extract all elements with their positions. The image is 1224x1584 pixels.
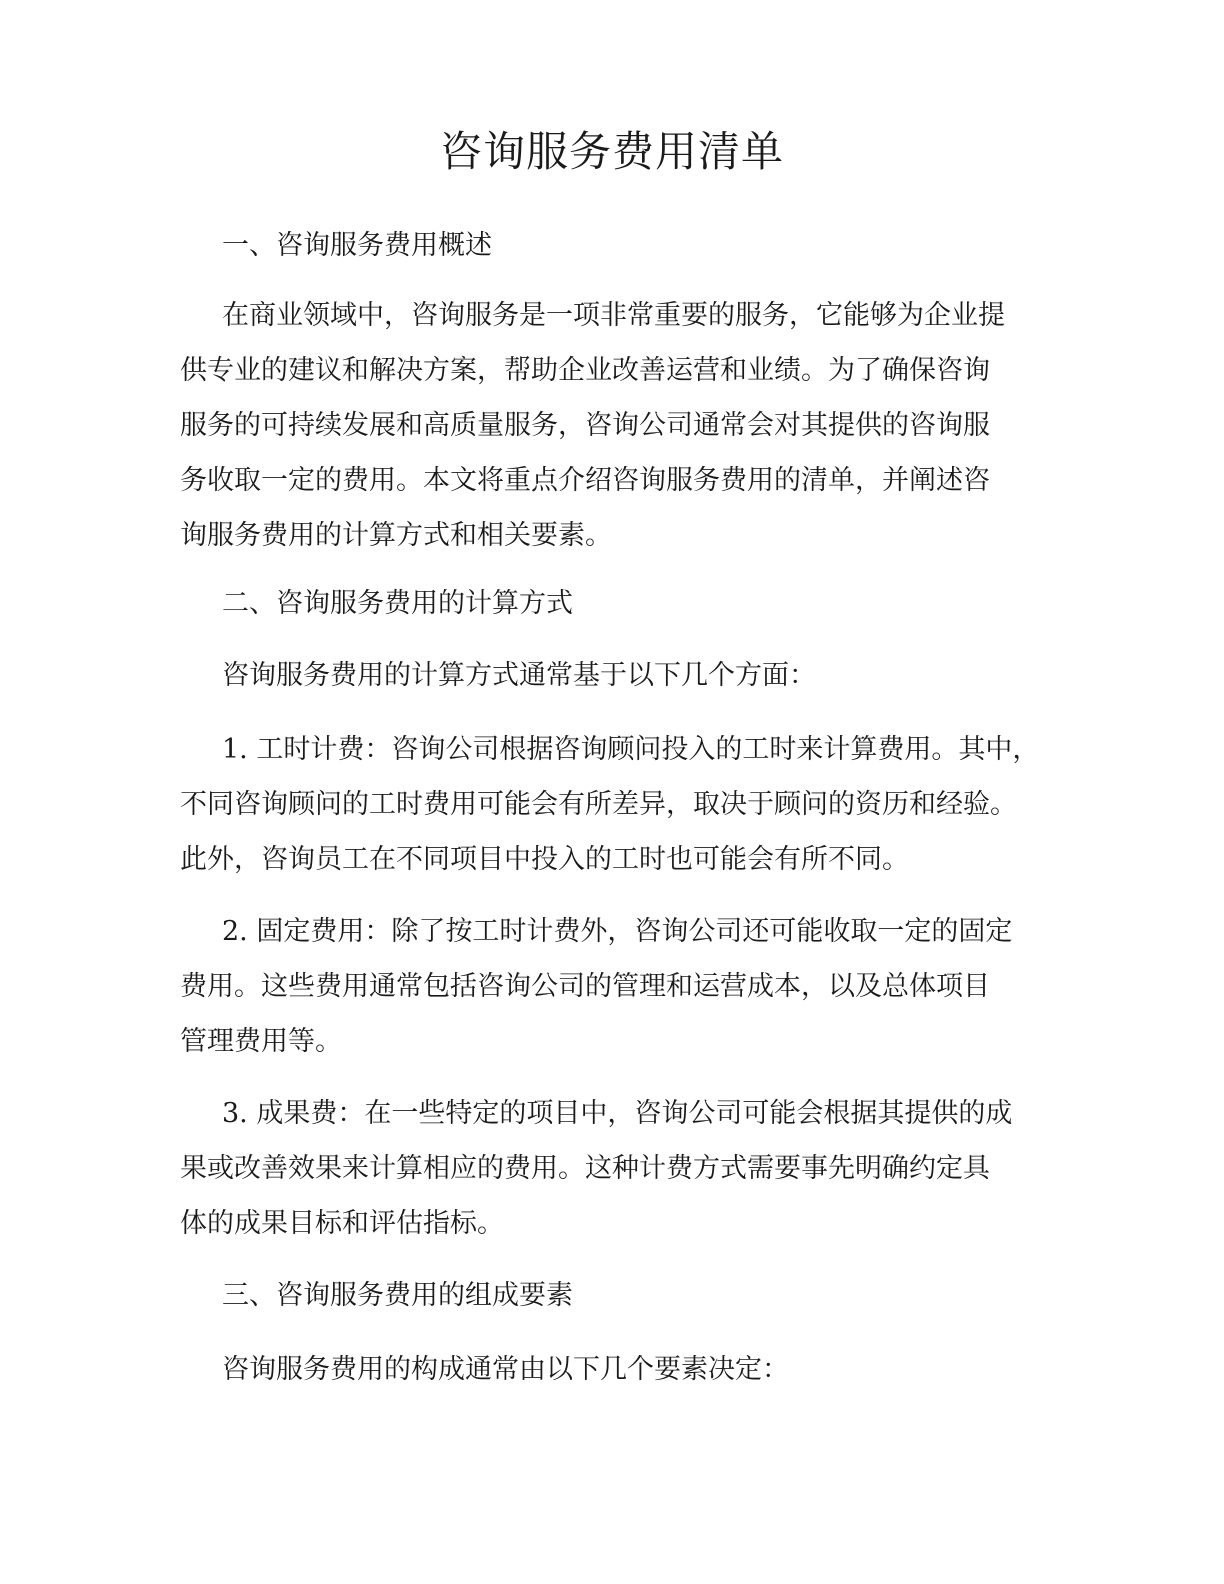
- section-heading-calculation: 二、咨询服务费用的计算方式: [222, 588, 573, 619]
- paragraph-line: 果或改善效果来计算相应的费用。这种计费方式需要事先明确约定具: [180, 1153, 990, 1184]
- paragraph-line: 2. 固定费用：除了按工时计费外，咨询公司还可能收取一定的固定: [222, 916, 1013, 947]
- paragraph-line: 服务的可持续发展和高质量服务，咨询公司通常会对其提供的咨询服: [180, 410, 990, 441]
- paragraph-line: 费用。这些费用通常包括咨询公司的管理和运营成本，以及总体项目: [180, 971, 990, 1002]
- paragraph-line: 体的成果目标和评估指标。: [180, 1208, 504, 1239]
- paragraph-components-intro: 咨询服务费用的构成通常由以下几个要素决定：: [222, 1354, 789, 1385]
- list-item-hourly-billing: [180, 722, 1080, 887]
- paragraph-line: 不同咨询顾问的工时费用可能会有所差异，取决于顾问的资历和经验。: [180, 789, 1017, 820]
- paragraph-line: 在商业领域中，咨询服务是一项非常重要的服务，它能够为企业提: [222, 300, 1005, 331]
- paragraph-line: 1. 工时计费：咨询公司根据咨询顾问投入的工时来计算费用。其中，: [222, 734, 1040, 765]
- section-heading-overview: 一、咨询服务费用概述: [222, 230, 492, 261]
- paragraph-calculation-intro: 咨询服务费用的计算方式通常基于以下几个方面：: [222, 660, 816, 691]
- list-item-outcome-fee: [180, 1086, 1080, 1251]
- paragraph-line: 3. 成果费：在一些特定的项目中，咨询公司可能会根据其提供的成: [222, 1098, 1013, 1129]
- document-title: 咨询服务费用清单: [439, 127, 784, 176]
- paragraph-line: 询服务费用的计算方式和相关要素。: [180, 520, 612, 551]
- section-heading-components: 三、咨询服务费用的组成要素: [222, 1280, 573, 1311]
- list-item-fixed-fee: [180, 904, 1080, 1069]
- paragraph-line: 此外，咨询员工在不同项目中投入的工时也可能会有所不同。: [180, 844, 909, 875]
- paragraph-line: 务收取一定的费用。本文将重点介绍咨询服务费用的清单，并阐述咨: [180, 465, 990, 496]
- paragraph-overview: [180, 288, 1080, 563]
- paragraph-line: 供专业的建议和解决方案，帮助企业改善运营和业绩。为了确保咨询: [180, 355, 990, 386]
- paragraph-line: 管理费用等。: [180, 1026, 342, 1057]
